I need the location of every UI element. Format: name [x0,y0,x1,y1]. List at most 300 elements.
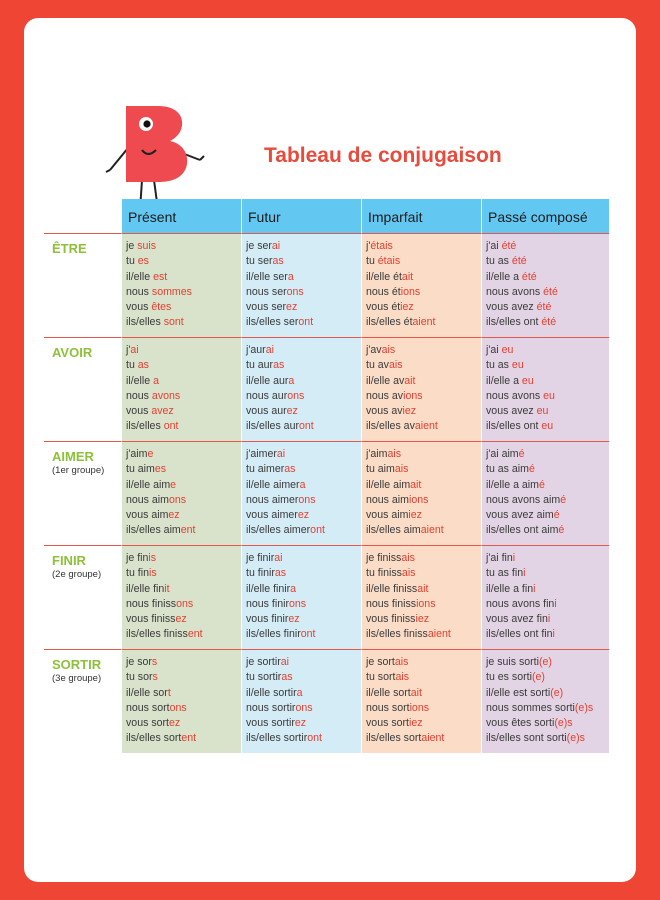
verb-stem: il/elle sortir [246,686,297,699]
conjugation-cell [361,233,481,337]
verb-stem: il/elle ser [246,270,288,283]
conjugation-line [486,447,609,462]
conjugation-cell [481,649,609,753]
verb-stem: ils/elles aim [366,524,421,537]
conjugation-line [486,315,609,330]
conjugation-cell [481,545,609,649]
verb-ending: aient [412,316,436,329]
verb-ending: avons [151,389,181,402]
verb-ending: aient [420,524,444,537]
verb-ending: ez [288,613,300,626]
verb-ending: ont [299,420,314,433]
verb-name: AIMER [52,449,94,464]
verb-ending: (e) [550,686,564,699]
verb-stem: nous aim [126,493,169,506]
verb-stem: il/elle aur [246,374,289,387]
conjugation-line [126,447,241,462]
verb-stem: nous ser [246,285,287,298]
verb-ending: est [153,270,168,283]
verb-ending: aient [414,420,438,433]
verb-stem: il/elle est sorti [486,686,551,699]
verb-stem: ils/elles ont [486,316,542,329]
verb-stem: ils/elles av [366,420,415,433]
verb-ending: ent [187,628,203,641]
verb-stem: vous avez [486,405,537,418]
verb-stem: tu as [486,255,512,268]
conjugation-line [366,566,481,581]
verb-ending: as [274,567,287,580]
verb-ending: ét [370,240,380,252]
verb-ending: ont [163,420,179,433]
verb-stem: nous finiss [366,597,417,610]
conjugation-cell [481,233,609,337]
verb-ending: ent [180,524,196,537]
verb-stem: ils/elles ét [366,316,413,329]
verb-stem: tu [366,255,378,268]
conjugation-line [246,523,361,538]
conjugation-line [366,612,481,627]
conjugation-line [366,285,481,300]
verb-group: (1er groupe) [52,465,105,476]
verb-ending: ons [169,701,187,714]
verb-ending: eu [541,420,554,433]
conjugation-line [486,670,609,685]
conjugation-line [126,670,241,685]
verb-ending: ait [404,374,416,387]
verb-stem: vous av [366,405,403,418]
verb-stem: nous ét [366,285,401,298]
conjugation-line [366,523,481,538]
verb-ending: s [151,656,158,668]
verb-ending: ais [386,255,401,268]
verb-ending: êtes [151,301,172,314]
verb-stem: vous sort [366,717,409,730]
verb-stem: vous aim [366,509,409,522]
verb-stem: nous finiss [126,597,177,610]
verb-stem: tu finir [246,567,275,580]
header-present: Présent [121,199,241,233]
verb-ending: ais [379,240,393,252]
verb-ending: (e)s [566,732,585,745]
verb-ending: i [554,597,557,610]
conjugation-cell [121,441,241,545]
verb-ending: (e)s [554,717,573,730]
verb-stem: tu as fin [486,567,524,580]
verb-stem: ils/elles finiss [126,628,188,641]
verb-stem: ils/elles ont aim [486,524,559,537]
verb-group: (3e groupe) [52,673,102,684]
conjugation-line [126,566,241,581]
verb-ending: suis [137,240,157,252]
verb-ending: iez [408,717,423,730]
verb-stem: j'ai fin [486,552,513,564]
verb-stem: nous sort [366,701,410,714]
conjugation-line [246,701,361,716]
verb-ending: iez [402,405,417,418]
verb-ending: ions [400,285,421,298]
verb-stem: vous sort [126,717,169,730]
conjugation-line [126,597,241,612]
verb-ending: ai [265,344,274,356]
verb-stem: nous sortir [246,701,296,714]
conjugation-line [366,447,481,462]
verb-ending: ait [417,582,429,595]
conjugation-line [486,523,609,538]
conjugation-line [126,270,241,285]
conjugation-line [366,254,481,269]
conjugation-cell [241,337,361,441]
verb-stem: je sort [366,656,395,668]
verb-ending: es [154,463,167,476]
conjugation-cell [361,649,481,753]
verb-ending: ions [416,597,436,610]
verb-ending: ez [286,405,298,418]
corner-cell [44,199,121,233]
verb-ending: ons [298,493,316,506]
verb-ending: as [272,255,284,268]
verb-stem: tu sortir [246,671,282,684]
verb-ending: ais [394,463,409,476]
verb-ending: (e) [531,671,545,684]
verb-ending: avez [151,405,174,418]
verb-stem: tu as [486,359,512,372]
conjugation-line [366,239,481,254]
conjugation-line [366,389,481,404]
conjugation-line [486,254,609,269]
verb-ending: ais [388,359,403,372]
verb-stem: vous finir [246,613,289,626]
conjugation-line [126,404,241,419]
conjugation-line [486,551,609,566]
conjugation-line [126,612,241,627]
conjugation-line [366,670,481,685]
conjugation-line [126,493,241,508]
conjugation-line [486,566,609,581]
conjugation-cell [241,441,361,545]
conjugation-line [126,285,241,300]
conjugation-line [486,493,609,508]
conjugation-line [486,270,609,285]
verb-stem: ils/elles ont [486,420,542,433]
verb-stem: vous finiss [126,613,176,626]
verb-stem: il/elle ét [366,270,402,283]
verb-ending: été [501,240,517,252]
verb-stem: ils/elles finiss [366,628,428,641]
verb-stem: je [126,240,138,252]
conjugation-line [486,239,609,254]
verb-stem: nous av [366,389,404,402]
conjugation-line [126,239,241,254]
conjugation-line [246,285,361,300]
verb-ending: ait [410,686,422,699]
conjugation-line [126,627,241,642]
verb-ending: e [170,478,177,491]
conjugation-line [246,508,361,523]
verb-ending: as [273,359,285,372]
verb-stem: vous sortir [246,717,295,730]
verb-ending: été [521,270,537,283]
conjugation-line [246,389,361,404]
verb-ending: ais [401,552,415,564]
verb-ending: i [552,628,555,641]
verb-stem: je sor [126,656,152,668]
verb-ending: ions [409,493,429,506]
verb-stem: ils/elles aimer [246,524,311,537]
verb-stem: vous [126,301,152,314]
verb-stem: tu aur [246,359,274,372]
verb-stem: il/elle sort [366,686,411,699]
conjugation-line [366,582,481,597]
conjugation-line [246,716,361,731]
verb-stem: vous avez [486,301,537,314]
verb-ending: ez [175,613,187,626]
conjugation-line [366,300,481,315]
verb-ending: eu [511,359,524,372]
verb-ending: a [287,270,294,283]
verb-stem: il/elle [126,374,154,387]
verb-ending: ait [410,478,422,491]
verb-name: AVOIR [52,345,93,360]
verb-ending: i [533,582,536,595]
conjugation-line [246,404,361,419]
conjugation-line [366,701,481,716]
conjugation-line [366,358,481,373]
conjugation-line [126,374,241,389]
conjugation-line [486,655,609,670]
conjugation-line [126,701,241,716]
verb-label [44,441,121,545]
conjugation-line [486,597,609,612]
verb-ending: i [523,567,526,580]
conjugation-line [486,374,609,389]
verb-stem: nous aimer [246,493,299,506]
verb-stem: je suis sorti [486,656,539,668]
conjugation-line [486,716,609,731]
conjugation-line [366,508,481,523]
verb-ending: été [511,255,527,268]
conjugation-cell [241,545,361,649]
verb-ending: ez [297,509,310,522]
verb-stem: il/elle fin [126,582,165,595]
verb-ending: ais [401,567,416,580]
verb-ending: ons [176,597,194,610]
conjugation-line [366,597,481,612]
verb-stem: tu aim [126,463,155,476]
verb-stem: nous sommes sorti [486,701,575,714]
verb-ending: été [541,316,557,329]
verb-stem: nous avons [486,389,544,402]
verb-stem: ils/elles ont fin [486,628,553,641]
conjugation-cell [361,441,481,545]
header-imparfait: Imparfait [361,199,481,233]
verb-ending: (e)s [574,701,594,714]
verb-stem: il/elle aimer [246,478,300,491]
verb-ending: ez [286,301,298,314]
conjugation-line [126,508,241,523]
verb-stem: ils/elles aur [246,420,299,433]
verb-ending: été [536,301,552,314]
verb-stem: vous êtes sorti [486,717,555,730]
verb-ending: sont [163,316,184,329]
conjugation-line [486,612,609,627]
verb-ending: ait [401,270,414,283]
conjugation-line [246,478,361,493]
conjugation-line [246,686,361,701]
verb-stem: il/elle a aim [486,478,539,491]
conjugation-line [366,419,481,434]
verb-ending: i [512,552,516,564]
verb-ending: iez [400,301,414,314]
conjugation-line [126,551,241,566]
conjugation-line [366,551,481,566]
verb-label [44,649,121,753]
conjugation-line [366,374,481,389]
verb-name: SORTIR [52,657,102,672]
verb-stem: il/elle a [486,374,522,387]
conjugation-line [366,343,481,358]
conjugation-line [126,389,241,404]
verb-ending: a [153,374,159,387]
verb-ending: ont [298,316,314,329]
conjugation-line [126,419,241,434]
verb-stem: ils/elles finir [246,628,301,641]
conjugation-line [246,462,361,477]
conjugation-line [246,551,361,566]
conjugation-line [486,343,609,358]
verb-stem: vous avez fin [486,613,548,626]
verb-ending: ais [387,448,401,460]
verb-ending: é [539,478,545,491]
verb-stem: tu [126,359,138,372]
conjugation-line [126,315,241,330]
verb-ending: es [137,255,149,268]
verb-stem: nous [126,389,152,402]
conjugation-line [366,686,481,701]
verb-ending: ai [271,240,281,252]
verb-ending: ons [295,701,313,714]
verb-ending: ez [294,717,307,730]
verb-ending: iez [415,613,430,626]
conjugation-line [246,627,361,642]
verb-stem: je ser [246,240,272,252]
verb-stem: tu aimer [246,463,285,476]
verb-name: FINIR [52,553,86,568]
conjugation-cell [121,649,241,753]
conjugation-line [486,508,609,523]
verb-stem: il/elle a fin [486,582,534,595]
verb-ending: eu [501,344,514,356]
conjugation-line [246,582,361,597]
header-passe-compose: Passé composé [481,199,609,233]
conjugation-cell [481,337,609,441]
conjugation-line [246,612,361,627]
conjugation-line [246,447,361,462]
verb-ending: é [558,524,565,537]
verb-stem: j'aur [246,344,266,356]
conjugation-line [246,566,361,581]
conjugation-line [126,462,241,477]
verb-stem: vous aim [126,509,169,522]
conjugation-line [366,404,481,419]
verb-ending: ais [381,344,396,356]
conjugation-cell [121,545,241,649]
conjugation-cell [121,337,241,441]
conjugation-line [126,716,241,731]
verb-ending: eu [543,389,555,402]
conjugation-line [246,419,361,434]
verb-stem: il/elle [126,270,154,283]
conjugation-line [246,254,361,269]
verb-ending: ez [168,509,180,522]
verb-stem: j'aimer [246,448,277,460]
verb-ending: ons [169,493,187,506]
verb-stem: tu fin [126,567,149,580]
verb-stem: ils/elles sort [126,732,182,745]
verb-stem: nous sort [126,701,170,714]
verb-stem: nous [126,285,152,298]
verb-ending: s [152,671,158,684]
conjugation-line [246,270,361,285]
verb-stem: j' [366,240,371,252]
verb-ending: ez [168,717,181,730]
verb-stem: ils/elles sont sorti [486,732,567,745]
verb-ending: e [147,448,154,460]
conjugation-line [246,343,361,358]
conjugation-line [486,731,609,746]
verb-stem: il/elle aim [126,478,171,491]
verb-ending: é [528,463,535,476]
conjugation-line [366,462,481,477]
verb-stem: ils/elles [126,316,164,329]
verb-stem: vous finiss [366,613,416,626]
verb-ending: is [148,552,157,564]
verb-stem: tu es sorti [486,671,532,684]
verb-ending: is [148,567,157,580]
conjugation-cell [361,337,481,441]
verb-ending: ai [276,448,286,460]
verb-ending: iez [408,509,422,522]
verb-ending: (e) [538,656,552,668]
verb-ending: ions [409,701,430,714]
conjugation-line [246,374,361,389]
verb-ending: été [543,285,558,298]
conjugation-line [366,270,481,285]
verb-stem: il/elle sor [126,686,168,699]
verb-group: (2e groupe) [52,569,102,580]
verb-stem: il/elle finiss [366,582,418,595]
verb-stem: nous aur [246,389,288,402]
verb-stem: j'ai aim [486,448,519,460]
verb-ending: t [167,686,171,699]
verb-stem: tu ser [246,255,273,268]
verb-ending: ais [395,671,409,684]
verb-label [44,233,121,337]
verb-ending: é [560,493,567,506]
verb-ending: i [547,613,551,626]
conjugation-line [486,582,609,597]
conjugation-line [246,597,361,612]
conjugation-line [126,300,241,315]
conjugation-cell [361,545,481,649]
verb-ending: é [553,509,560,522]
verb-stem: tu finiss [366,567,402,580]
verb-stem: il/elle av [366,374,405,387]
verb-stem: vous ser [246,301,287,314]
page-title: Tableau de conjugaison [264,144,502,167]
conjugation-line [486,627,609,642]
conjugation-line [246,670,361,685]
conjugation-line [126,478,241,493]
